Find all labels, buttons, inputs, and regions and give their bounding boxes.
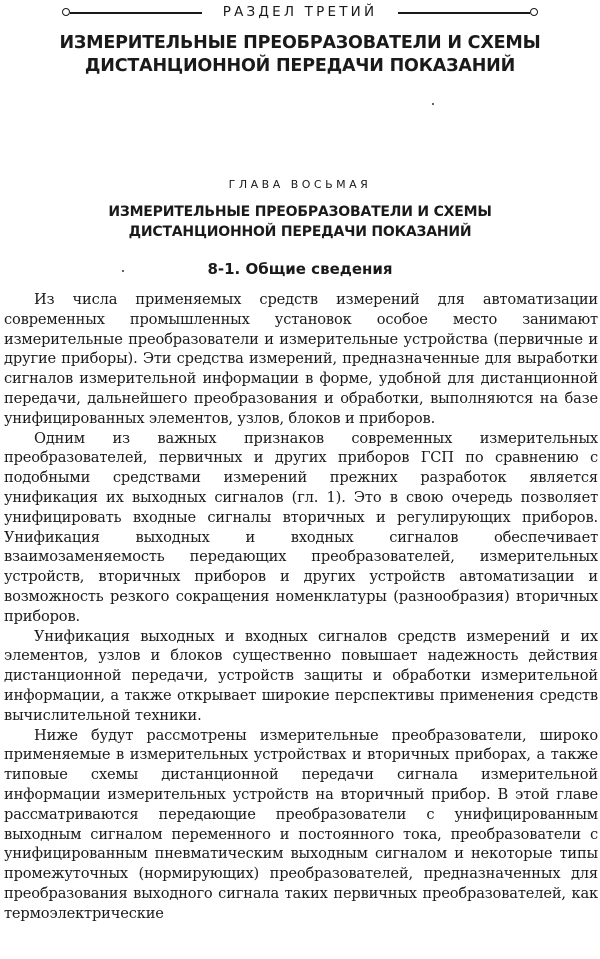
section-title-line-1: ИЗМЕРИТЕЛЬНЫЕ ПРЕОБРАЗОВАТЕЛИ И СХЕМЫ (59, 33, 541, 53)
scan-speck (432, 103, 434, 105)
chapter-label: ГЛАВА ВОСЬМАЯ (228, 178, 372, 191)
paragraph: Из числа применяемых средств измерений для автоматизации современных промышленных установок особое место занимают измерительные преобразователи и измерительные устройства (первичные и другие приборы). Эти средства измерений, предназначенные для выработки сигналов измерительной информации в форме, удобной для дистанционной передачи, дальнейшего преобразования и обработки, выполняются на базе унифицированных элементов, узлов, блоков и приборов. (4, 291, 598, 427)
paragraph: Одним из важных признаков современных измерительных преобразователей, первичных и других приборов ГСП по сравнению с подобными средствами измерений прежних разработок является унификация их выходных сигналов (гл. 1). Это в свою очередь позволяет унифицировать входные сигналы вторичных и регулирующих приборов. Унификация выходных и входных сигналов обеспечивает взаимозаменяемость передающих преобразователей, измерительных устройств, вторичных приборов и других устройств автоматизации и возможность резкого сокращения номенклатуры (разнообразия) вторичных приборов. (4, 429, 598, 625)
right-rule-line (398, 12, 530, 14)
chapter-title-line-1: ИЗМЕРИТЕЛЬНЫЕ ПРЕОБРАЗОВАТЕЛИ И СХЕМЫ (108, 204, 492, 220)
right-ornament-circle-icon (530, 8, 538, 16)
chapter-title-line-2: ДИСТАНЦИОННОЙ ПЕРЕДАЧИ ПОКАЗАНИЙ (128, 224, 472, 240)
subsection-title: 8-1. Общие сведения (207, 260, 393, 278)
section-label: РАЗДЕЛ ТРЕТИЙ (222, 4, 378, 20)
section-title-line-2: ДИСТАНЦИОННОЙ ПЕРЕДАЧИ ПОКАЗАНИЙ (84, 56, 516, 76)
left-ornament-circle-icon (62, 8, 70, 16)
paragraph: Ниже будут рассмотрены измерительные преобразователи, широко применяемые в измерительных устройствах и вторичных приборах, а также типовые схемы дистанционной передачи сигнала измерительной информации измерительных устройств на вторичный прибор. В этой главе рассматриваются передающие преобразователи с унифицированным выходным сигналом переменного и постоянного тока, преобразователи с унифицированным пневматическим выходным сигналом и некоторые типы промежуточных (нормирующих) преобразователей, предназначенных для преобразования выходного сигнала таких первичных преобразователей, как термоэлектрические (4, 726, 598, 922)
section-header-rule (62, 4, 538, 22)
chapter-title (60, 202, 540, 242)
paragraph: Унификация выходных и входных сигналов средств измерений и их элементов, узлов и блоков существенно повышает надежность действия дистанционной передачи, устройств защиты и обработки измерительной информации, а также открывает широкие перспективы применения средств вычислительной техники. (4, 627, 598, 724)
body-text (4, 290, 598, 924)
section-title (40, 32, 560, 78)
left-rule-line (70, 12, 202, 14)
